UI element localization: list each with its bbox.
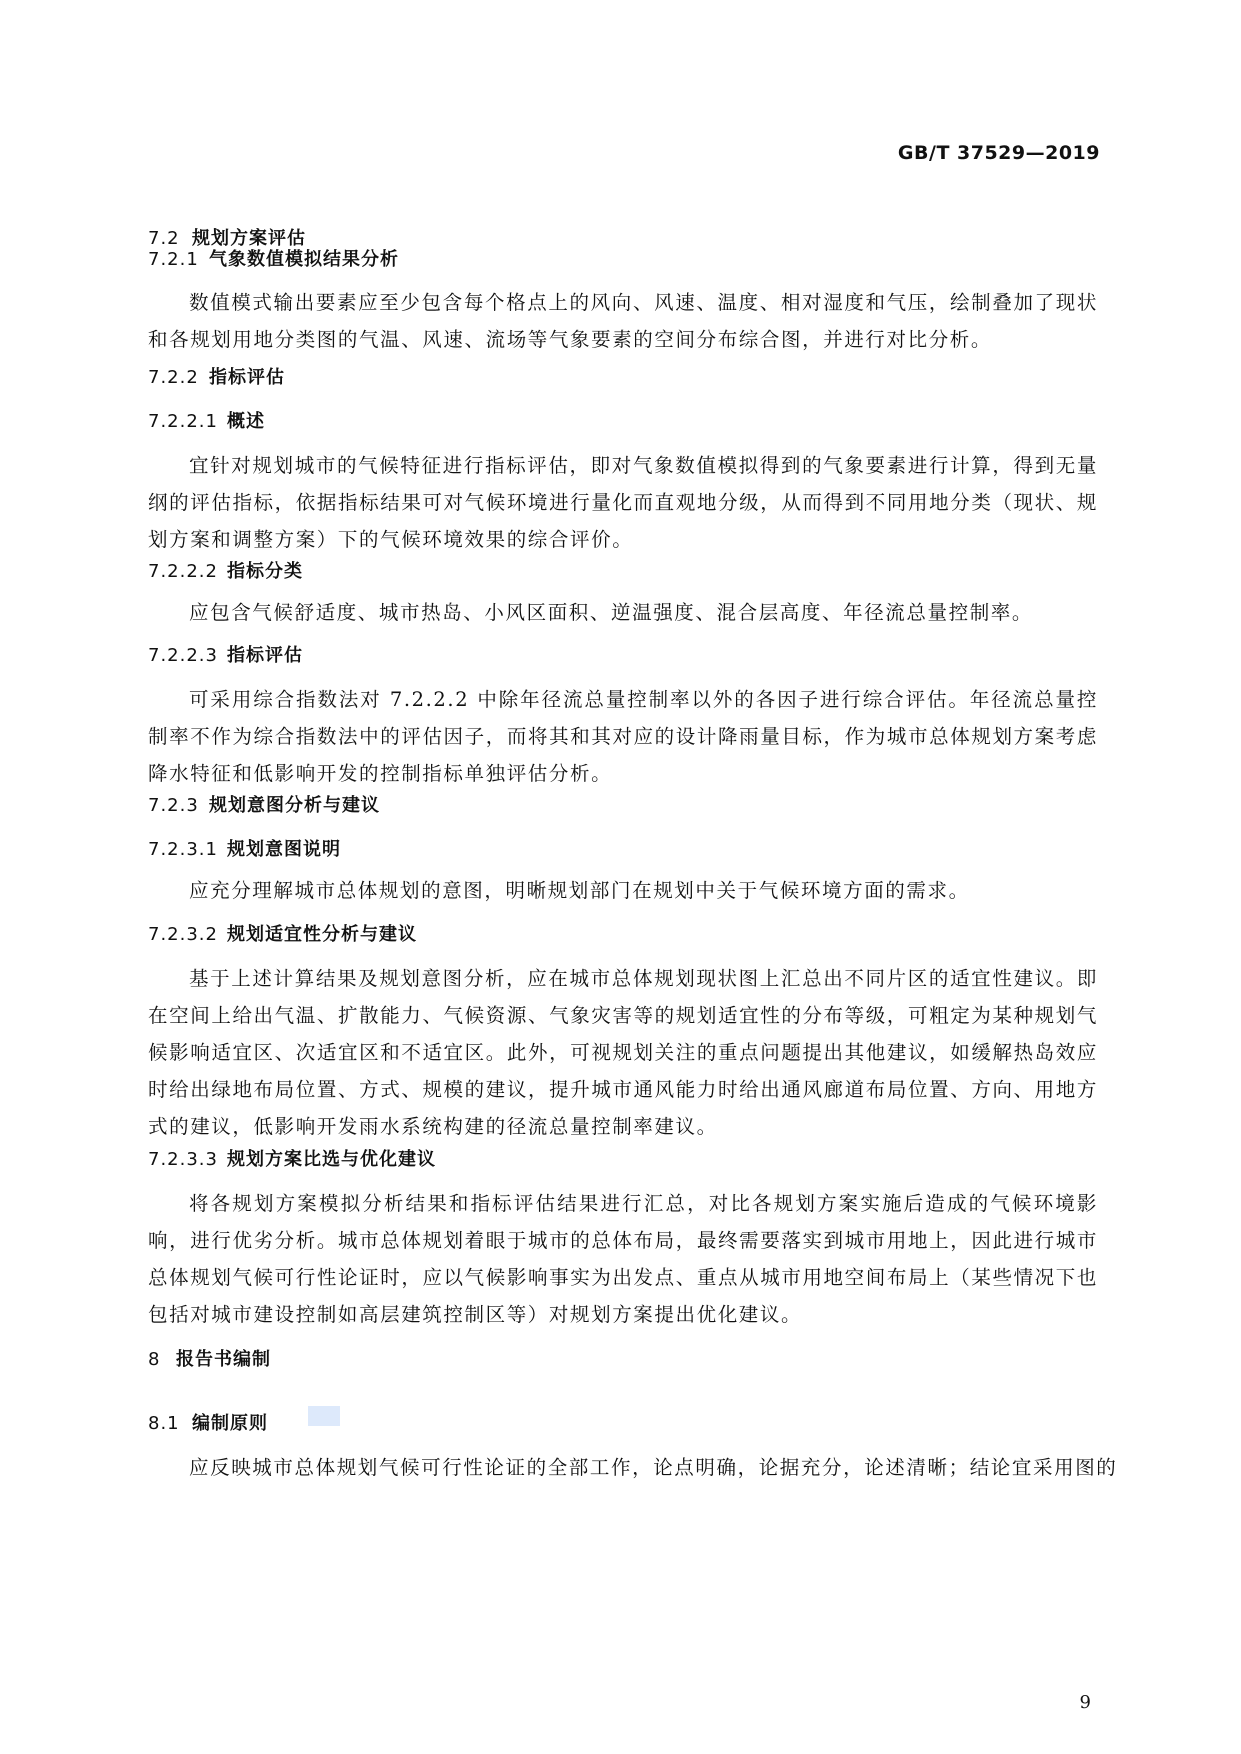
- paragraph-7-2-3-3: 将各规划方案模拟分析结果和指标评估结果进行汇总，对比各规划方案实施后造成的气候环境影响，进行优劣分析。城市总体规划着眼于城市的总体布局，最终需要落实到城市用地上，因此进行城市总体规划气候可行性论证时，应以气候影响事实为出发点、重点从城市用地空间布局上（某些情况下也包括对城市建设控制如高层建筑控制区等）对规划方案提出优化建议。: [148, 1192, 1098, 1326]
- heading-7-2-2-3: 7.2.2.3 指标评估: [148, 645, 303, 666]
- heading-8-1: 8.1 编制原则: [148, 1413, 268, 1434]
- paragraph-7-2-2-3: 可采用综合指数法对 7.2.2.2 中除年径流总量控制率以外的各因子进行综合评估。年径流总量控制率不作为综合指数法中的评估因子，而将其和其对应的设计降雨量目标，作为城市总体规划方案考虑降水特征和低影响开发的控制指标单独评估分析。: [148, 688, 1098, 785]
- heading-7-2: 7.2 规划方案评估: [148, 228, 306, 249]
- paragraph-7-2-1: 数值模式输出要素应至少包含每个格点上的风向、风速、温度、相对湿度和气压，绘制叠加了现状和各规划用地分类图的气温、风速、流场等气象要素的空间分布综合图，并进行对比分析。: [148, 291, 1098, 351]
- heading-7-2-3-1: 7.2.3.1 规划意图说明: [148, 839, 341, 860]
- paragraph-7-2-2-1: 宜针对规划城市的气候特征进行指标评估，即对气象数值模拟得到的气象要素进行计算，得到无量纲的评估指标，依据指标结果可对气候环境进行量化而直观地分级，从而得到不同用地分类（现状、规划方案和调整方案）下的气候环境效果的综合评价。: [148, 454, 1098, 551]
- heading-7-2-2-1: 7.2.2.1 概述: [148, 411, 265, 432]
- heading-8: 8 报告书编制: [148, 1349, 271, 1370]
- heading-7-2-1: 7.2.1 气象数值模拟结果分析: [148, 249, 399, 270]
- standard-code: GB/T 37529—2019: [897, 142, 1100, 164]
- paragraph-7-2-2-2: 应包含气候舒适度、城市热岛、小风区面积、逆温强度、混合层高度、年径流总量控制率。: [189, 601, 1034, 624]
- text-selection-highlight: [308, 1406, 340, 1426]
- heading-7-2-3: 7.2.3 规划意图分析与建议: [148, 795, 380, 816]
- heading-7-2-3-3: 7.2.3.3 规划方案比选与优化建议: [148, 1149, 436, 1170]
- paragraph-8-1: 应反映城市总体规划气候可行性论证的全部工作，论点明确，论据充分，论述清晰；结论宜采用图的: [189, 1456, 1118, 1479]
- heading-7-2-2: 7.2.2 指标评估: [148, 367, 285, 388]
- heading-7-2-2-2: 7.2.2.2 指标分类: [148, 561, 303, 582]
- heading-7-2-3-2: 7.2.3.2 规划适宜性分析与建议: [148, 924, 417, 945]
- page-number: 9: [1079, 1692, 1091, 1713]
- paragraph-7-2-3-1: 应充分理解城市总体规划的意图，明晰规划部门在规划中关于气候环境方面的需求。: [189, 879, 970, 902]
- paragraph-7-2-3-2: 基于上述计算结果及规划意图分析，应在城市总体规划现状图上汇总出不同片区的适宜性建议。即在空间上给出气温、扩散能力、气候资源、气象灾害等的规划适宜性的分布等级，可粗定为某种规划气候影响适宜区、次适宜区和不适宜区。此外，可视规划关注的重点问题提出其他建议，如缓解热岛效应时给出绿地布局位置、方式、规模的建议，提升城市通风能力时给出通风廊道布局位置、方向、用地方式的建议，低影响开发雨水系统构建的径流总量控制率建议。: [148, 967, 1098, 1138]
